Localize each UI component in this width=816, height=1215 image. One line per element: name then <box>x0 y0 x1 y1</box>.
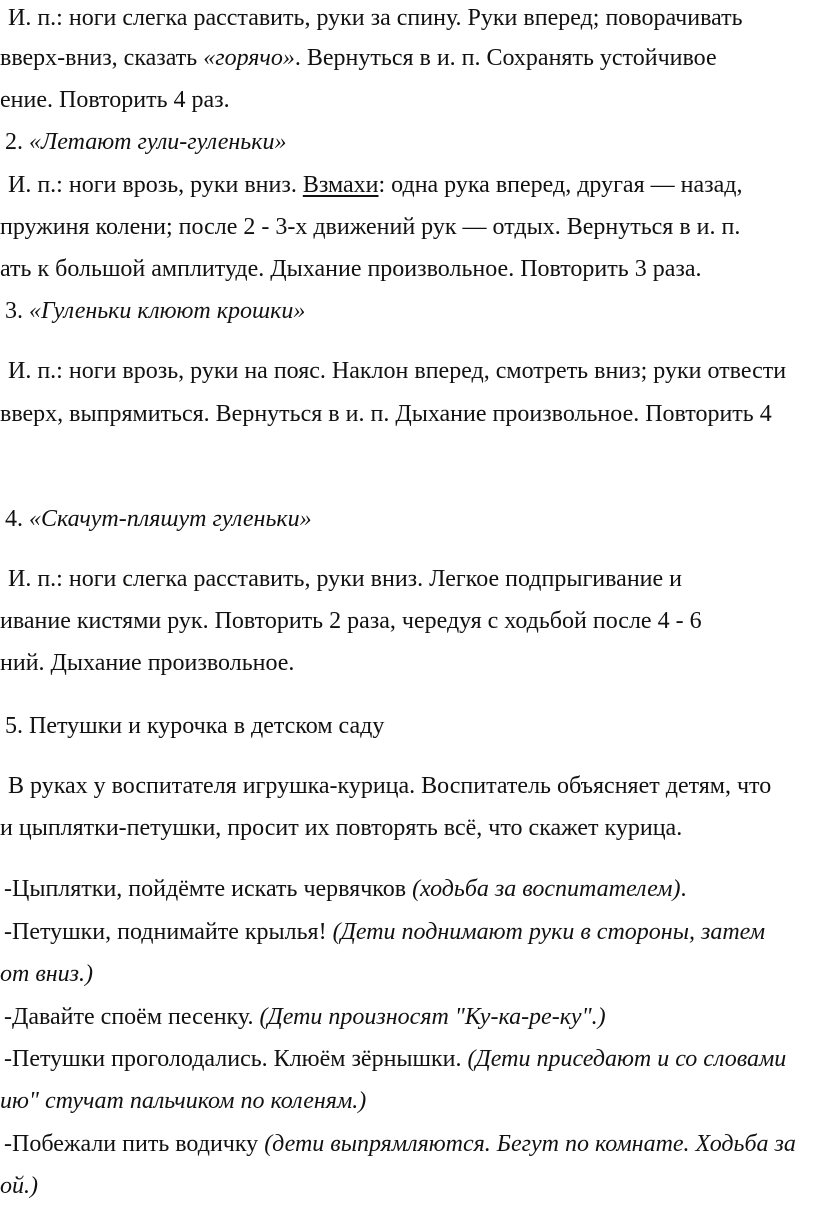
dialogue-line: -Петушки проголодались. Клюём зёрнышки. (Дети приседают и со словами <box>4 1046 787 1072</box>
text-line: ать к большой амплитуде. Дыхание произвольное. Повторить 3 раза. <box>0 256 702 282</box>
exercise-heading: 3. «Гуленьки клюют крошки» <box>5 298 306 324</box>
text-line: И. п.: ноги слегка расставить, руки вниз. Легкое подпрыгивание и <box>8 566 683 592</box>
dialogue-line: ию" стучат пальчиком по коленям.) <box>0 1088 367 1114</box>
text-line: И. п.: ноги слегка расставить, руки за спину. Руки вперед; поворачивать <box>8 5 743 31</box>
text-line: И. п.: ноги врозь, руки на пояс. Наклон вперед, смотреть вниз; руки отвести <box>8 358 787 384</box>
dialogue-line: -Побежали пить водичку (дети выпрямляются. Бегут по комнате. Ходьба за <box>4 1131 796 1157</box>
exercise-heading: 2. «Летают гули-гуленьки» <box>5 129 287 155</box>
text-line: пружиня колени; после 2 - 3-х движений рук — отдых. Вернуться в и. п. <box>0 214 741 240</box>
dialogue-line: ой.) <box>0 1173 38 1199</box>
exercise-heading: 4. «Скачут-пляшут гуленьки» <box>5 506 312 532</box>
text-line: ивание кистями рук. Повторить 2 раза, чередуя с ходьбой после 4 - 6 <box>0 608 702 634</box>
text-line: ение. Повторить 4 раз. <box>0 87 230 113</box>
text-line: ний. Дыхание произвольное. <box>0 650 295 676</box>
exercise-heading: 5. Петушки и курочка в детском саду <box>5 713 385 739</box>
dialogue-line: от вниз.) <box>0 961 94 987</box>
dialogue-line: -Давайте споём песенку. (Дети произносят "Ку-ка-ре-ку".) <box>4 1004 606 1030</box>
text-line: и цыплятки-петушки, просит их повторять всё, что скажет курица. <box>0 815 683 841</box>
text-line: И. п.: ноги врозь, руки вниз. Взмахи: одна рука вперед, другая — назад, <box>8 172 743 198</box>
text-line: вверх-вниз, сказать «горячо». Вернуться в и. п. Сохранять устойчивое <box>0 45 717 71</box>
text-line: вверх, выпрямиться. Вернуться в и. п. Дыхание произвольное. Повторить 4 <box>0 401 772 427</box>
dialogue-line: -Петушки, поднимайте крылья! (Дети поднимают руки в стороны, затем <box>4 919 766 945</box>
dialogue-line: -Цыплятки, пойдёмте искать червячков (ходьба за воспитателем). <box>4 876 687 902</box>
text-line: В руках у воспитателя игрушка-курица. Воспитатель объясняет детям, что <box>8 773 772 799</box>
